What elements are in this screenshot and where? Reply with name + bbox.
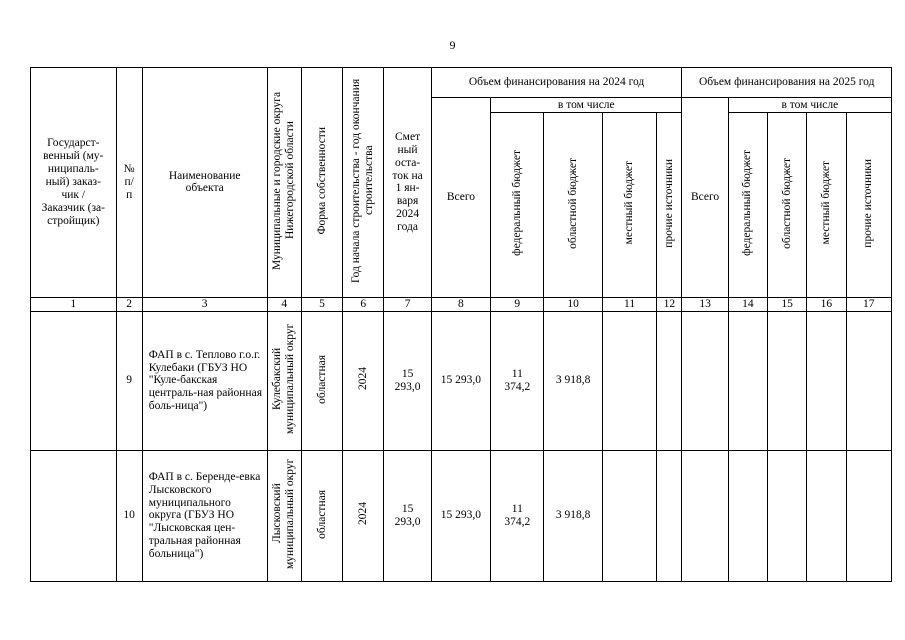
row-customer [31, 450, 117, 581]
column-number: 13 [682, 297, 728, 311]
row-municipality-cell [267, 450, 301, 581]
row-total-2025 [682, 450, 728, 581]
header-other-2024: прочие источники [662, 158, 675, 248]
column-number: 11 [602, 297, 656, 311]
header-federal-2024-cell [491, 112, 544, 297]
header-federal-2025-cell [728, 112, 767, 297]
header-regional-2025: областной бюджет [780, 157, 793, 249]
header-total-2024: Всего [431, 98, 490, 298]
row-municipality: Кулебакский муниципальный округ [271, 323, 297, 435]
column-number: 7 [384, 297, 431, 311]
column-number: 14 [728, 297, 767, 311]
column-number: 5 [301, 297, 342, 311]
header-other-2024-cell [657, 112, 682, 297]
header-years-cell [343, 68, 384, 298]
row-regional-2025 [768, 311, 807, 450]
header-federal-2024: федеральный бюджет [510, 150, 523, 256]
header-federal-2025: федеральный бюджет [741, 150, 754, 256]
row-years: 2024 [356, 367, 369, 391]
row-other-2025 [846, 450, 891, 581]
header-local-2025-cell [807, 112, 846, 297]
header-other-2025-cell [846, 112, 891, 297]
header-ownership-cell [301, 68, 342, 298]
header-municipality-cell [267, 68, 301, 298]
row-ownership: областная [315, 489, 328, 539]
row-total-2025 [682, 311, 728, 450]
column-number: 4 [267, 297, 301, 311]
row-local-2025 [807, 450, 846, 581]
header-customer: Государст- венный (му- ниципаль- ный) заказ- чик / Заказчик (за- стройщик) [31, 68, 117, 298]
row-municipality-cell [267, 311, 301, 450]
row-regional-2025 [768, 450, 807, 581]
column-number: 15 [768, 297, 807, 311]
header-funding-2024: Объем финансирования на 2024 год [431, 68, 682, 98]
header-local-2024: местный бюджет [623, 161, 636, 245]
row-number: 10 [116, 450, 142, 581]
row-federal-2025 [728, 450, 767, 581]
header-including-2024: в том числе [491, 98, 682, 113]
row-local-2024 [602, 311, 656, 450]
financing-table [30, 67, 892, 582]
row-other-2024 [657, 311, 682, 450]
column-number: 9 [491, 297, 544, 311]
header-regional-2025-cell [768, 112, 807, 297]
row-object-name: ФАП в с. Беренде-евка Лысковского муниципального округа (ГБУЗ НО "Лысковская цен-тральная районная больница") [142, 450, 267, 581]
column-number: 10 [544, 297, 602, 311]
header-number: № п/ п [116, 68, 142, 298]
header-funding-2025: Объем финансирования на 2025 год [682, 68, 892, 98]
column-number: 12 [657, 297, 682, 311]
table-row [31, 450, 892, 581]
row-object-name: ФАП в с. Теплово г.о.г. Кулебаки (ГБУЗ НО "Куле-бакская централь-ная районная боль-ница") [142, 311, 267, 450]
row-years-cell [343, 311, 384, 450]
row-remaining: 15 293,0 [384, 311, 431, 450]
row-customer [31, 311, 117, 450]
row-ownership-cell [301, 311, 342, 450]
row-federal-2024: 11 374,2 [491, 450, 544, 581]
row-remaining: 15 293,0 [384, 450, 431, 581]
column-numbers-row [31, 297, 892, 311]
column-number: 8 [431, 297, 490, 311]
row-ownership-cell [301, 450, 342, 581]
table-row [31, 311, 892, 450]
row-total-2024: 15 293,0 [431, 311, 490, 450]
header-total-2025: Всего [682, 98, 728, 298]
column-number: 17 [846, 297, 891, 311]
row-federal-2024: 11 374,2 [491, 311, 544, 450]
header-ownership: Форма собственности [315, 126, 328, 235]
row-other-2025 [846, 311, 891, 450]
header-municipality: Муниципальные и городские округа Нижегородской области [271, 91, 297, 270]
row-other-2024 [657, 450, 682, 581]
column-number: 3 [142, 297, 267, 311]
row-local-2025 [807, 311, 846, 450]
header-local-2025: местный бюджет [819, 161, 832, 245]
page-number: 9 [449, 38, 456, 52]
header-object-name: Наименование объекта [142, 68, 267, 298]
header-including-2025: в том числе [728, 98, 891, 113]
header-remaining: Смет ный оста- ток на 1 ян- варя 2024 года [384, 68, 431, 298]
row-number: 9 [116, 311, 142, 450]
row-years-cell [343, 450, 384, 581]
column-number: 6 [343, 297, 384, 311]
header-other-2025: прочие источники [862, 158, 875, 248]
column-number: 1 [31, 297, 117, 311]
row-regional-2024: 3 918,8 [544, 311, 602, 450]
row-local-2024 [602, 450, 656, 581]
header-regional-2024: областной бюджет [566, 157, 579, 249]
header-years: Год начала строительства - год окончания строительства [350, 78, 376, 283]
row-years: 2024 [356, 502, 369, 526]
row-ownership: областная [315, 354, 328, 404]
column-number: 2 [116, 297, 142, 311]
row-federal-2025 [728, 311, 767, 450]
row-municipality: Лысковский муниципальный округ [271, 458, 297, 570]
column-number: 16 [807, 297, 846, 311]
row-total-2024: 15 293,0 [431, 450, 490, 581]
header-local-2024-cell [602, 112, 656, 297]
row-regional-2024: 3 918,8 [544, 450, 602, 581]
header-regional-2024-cell [544, 112, 602, 297]
